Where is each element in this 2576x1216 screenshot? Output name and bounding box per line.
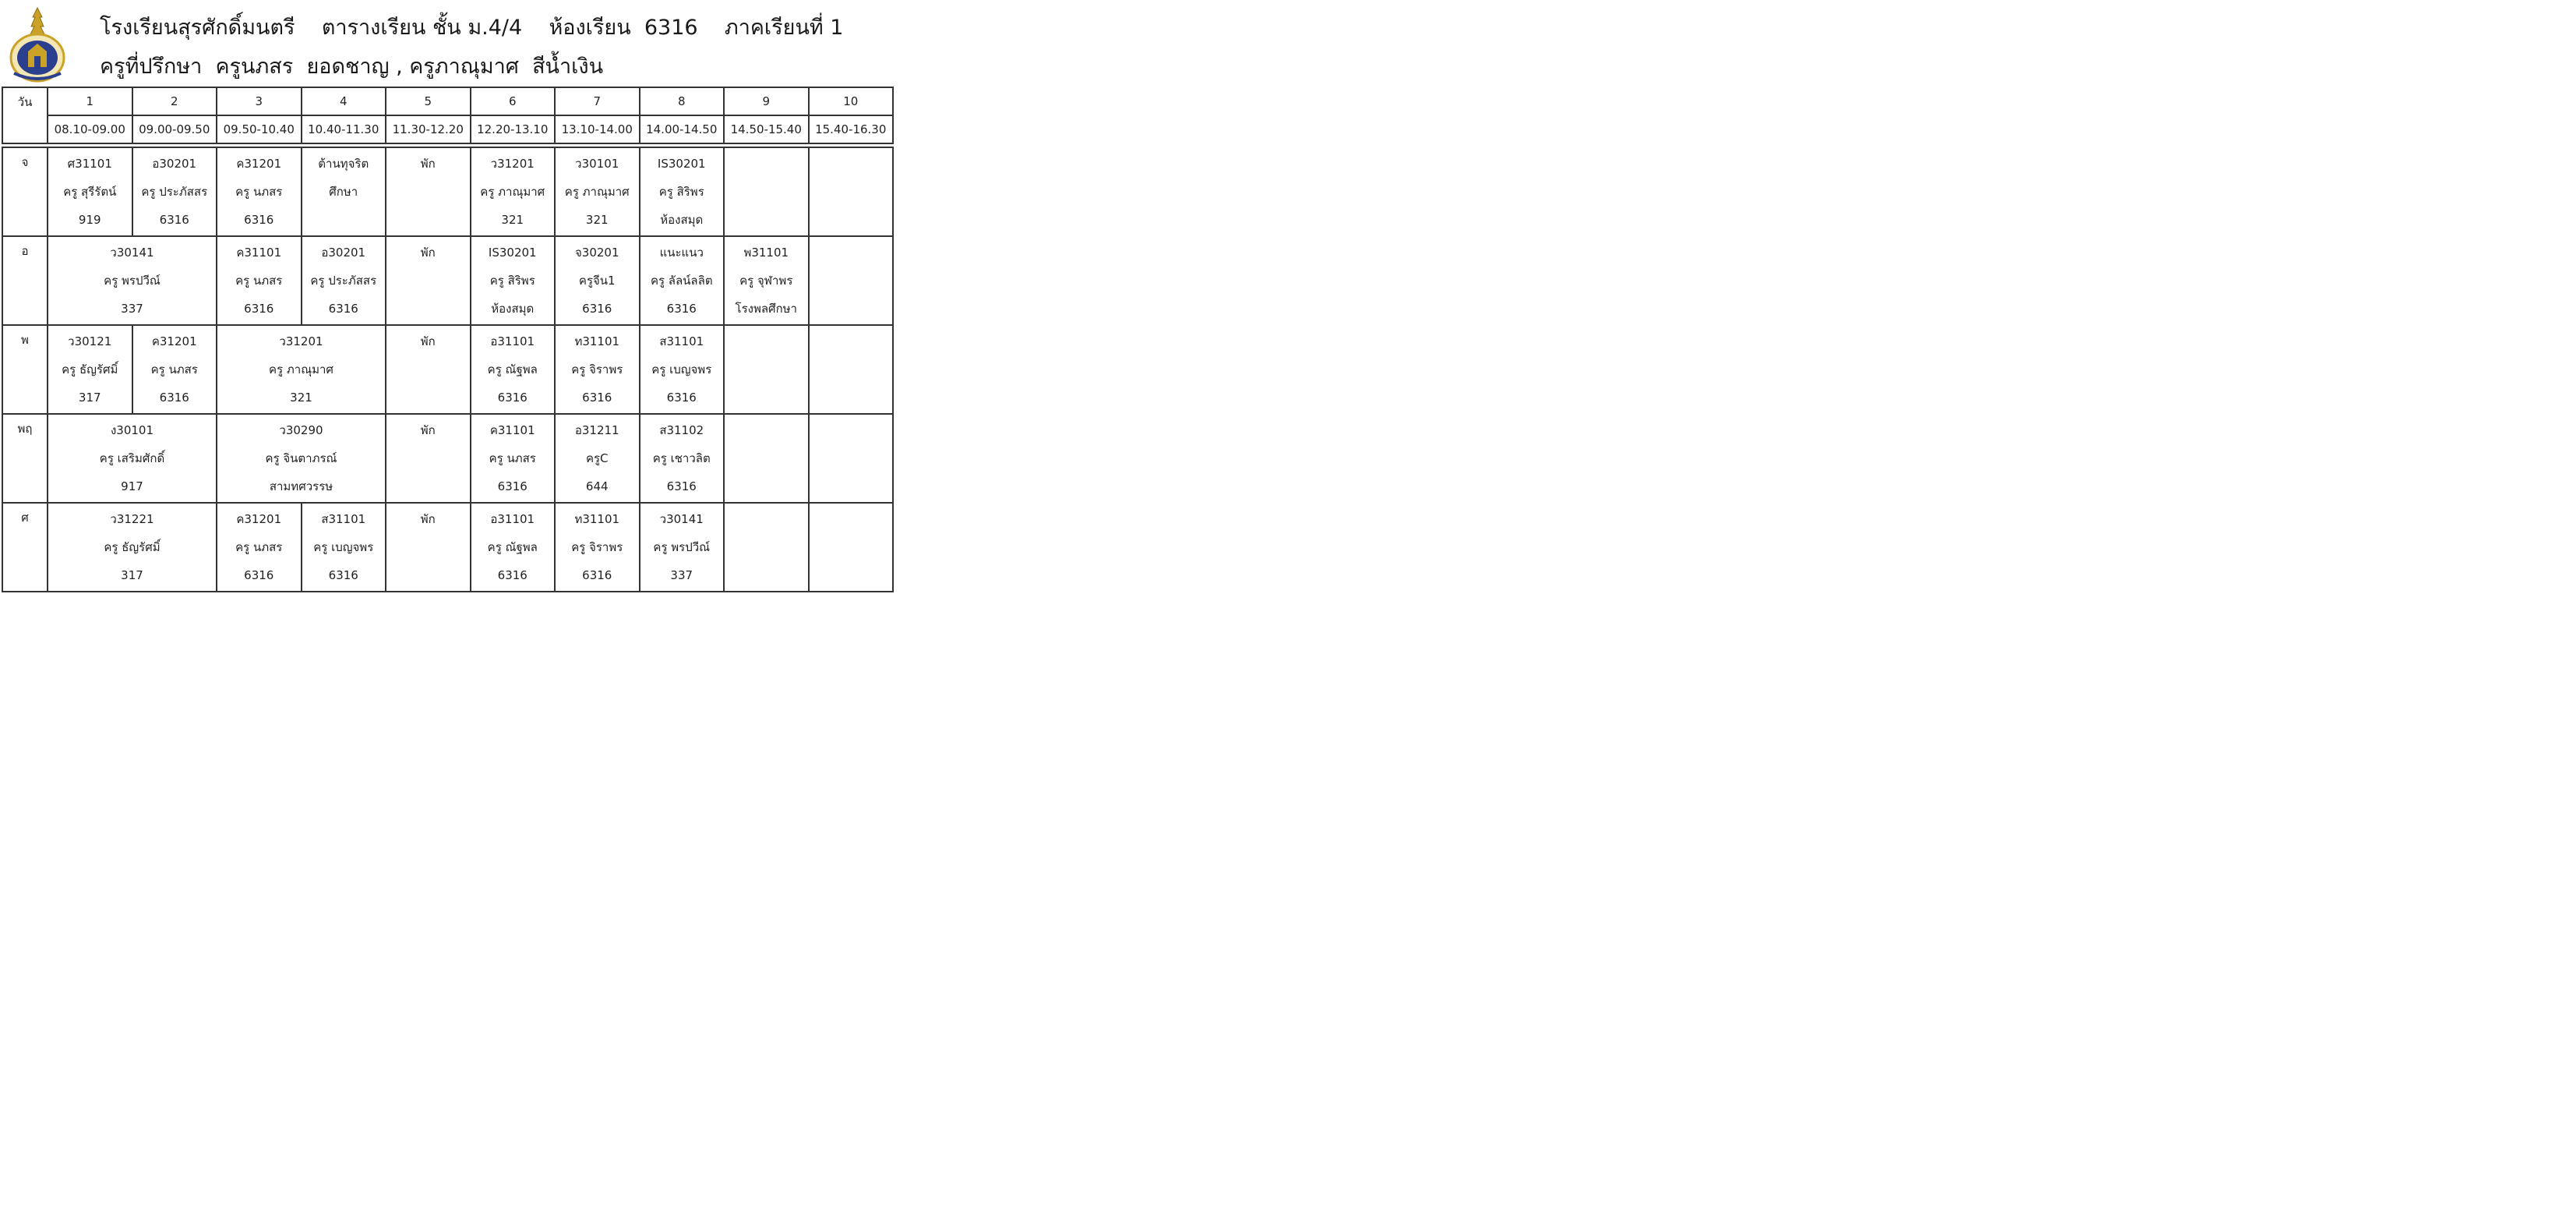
period-number: 2	[132, 87, 217, 115]
class-cell-line: อ31101	[490, 334, 535, 348]
class-cell-line: 6316	[497, 479, 528, 493]
class-cell-line: 317	[121, 568, 143, 582]
class-cell	[302, 236, 386, 325]
period-number: 9	[724, 87, 809, 115]
period-number: 3	[217, 87, 302, 115]
period-number: 6	[471, 87, 556, 115]
class-cell-line: ส31102	[659, 423, 704, 437]
empty-cell	[809, 147, 894, 236]
class-cell-line: ว30121	[68, 334, 112, 348]
advisor-line: ครูที่ปรึกษา ครูนภสร ยอดชาญ , ครูภาณุมาศ สีน้ำเงิน	[100, 55, 604, 79]
class-cell-line: ห้องสมุด	[491, 302, 535, 316]
class-cell-line: ครู นภสร	[489, 451, 536, 465]
period-number: 10	[809, 87, 894, 115]
class-cell-line: ท31101	[574, 334, 620, 348]
day-row	[2, 236, 893, 325]
class-cell-line: ครู นภสร	[150, 362, 198, 376]
class-cell-line: IS30201	[657, 157, 706, 171]
time-header-row	[2, 115, 893, 143]
day-label: พ	[2, 325, 48, 414]
class-cell	[640, 325, 725, 414]
class-cell-line: ครู เชาวลิต	[652, 451, 711, 465]
period-number: 4	[302, 87, 386, 115]
class-cell-line: พัก	[420, 334, 436, 348]
class-cell-line: IS30201	[488, 246, 537, 260]
day-row	[2, 325, 893, 414]
day-row	[2, 147, 893, 236]
empty-cell	[809, 236, 894, 325]
class-cell-line: ครู จินตาภรณ์	[265, 451, 337, 465]
class-cell-line: ว30290	[279, 423, 323, 437]
class-cell-line: ศ31101	[67, 157, 112, 171]
class-cell	[555, 503, 640, 592]
class-cell-line: 337	[670, 568, 693, 582]
class-cell-line: ว31201	[279, 334, 323, 348]
class-cell-line: ศึกษา	[329, 185, 358, 199]
class-cell-line: ครู ภาณุมาศ	[269, 362, 333, 376]
class-cell-line: 6316	[328, 302, 358, 316]
class-cell-line: ครู ธัญรัศมิ์	[104, 540, 161, 554]
class-cell-line: ครู จิราพร	[571, 540, 623, 554]
class-cell-line: 321	[585, 213, 609, 227]
empty-cell	[809, 503, 894, 592]
class-cell-line: 6316	[328, 568, 358, 582]
class-cell-line: ว30101	[575, 157, 619, 171]
class-cell	[471, 147, 556, 236]
class-cell-line: พัก	[420, 512, 436, 526]
class-cell	[48, 414, 217, 503]
class-cell-line: 6316	[244, 213, 274, 227]
class-cell-line: ครู ณัฐพล	[487, 540, 538, 554]
period-time: 13.10-14.00	[555, 115, 640, 143]
period-number: 8	[640, 87, 725, 115]
period-time: 09.50-10.40	[217, 115, 302, 143]
class-cell-line: ครู พรปวีณ์	[653, 540, 711, 554]
class-cell	[48, 503, 217, 592]
class-cell-line: ครู ประภัสสร	[141, 185, 208, 199]
class-cell-line: 6316	[497, 568, 528, 582]
class-cell-line: ครู พรปวีณ์	[104, 274, 161, 288]
class-cell-line: ครู ณัฐพล	[487, 362, 538, 376]
period-time: 11.30-12.20	[386, 115, 471, 143]
class-cell	[724, 236, 809, 325]
class-cell-line: ครู สิริพร	[658, 185, 704, 199]
class-cell	[386, 503, 471, 592]
class-cell	[217, 147, 302, 236]
class-cell	[555, 147, 640, 236]
class-cell-line: 6316	[159, 391, 189, 405]
class-cell	[48, 325, 132, 414]
period-number: 5	[386, 87, 471, 115]
empty-cell	[724, 414, 809, 503]
class-cell-line: ครู ลัลน์ลลิต	[650, 274, 713, 288]
class-cell-line: 917	[121, 479, 143, 493]
class-cell-line: ครู ประภัสสร	[310, 274, 377, 288]
class-cell-line: ครู จิราพร	[571, 362, 623, 376]
class-cell-line: ครู นภสร	[235, 540, 283, 554]
class-cell	[471, 414, 556, 503]
class-cell-line: ว30141	[659, 512, 704, 526]
class-cell	[302, 147, 386, 236]
class-cell-line: ครู ภาณุมาศ	[480, 185, 545, 199]
period-time: 10.40-11.30	[302, 115, 386, 143]
class-cell	[555, 236, 640, 325]
class-cell-line: ว31221	[110, 512, 154, 526]
class-cell	[302, 503, 386, 592]
class-cell-line: 6316	[244, 568, 274, 582]
class-cell	[217, 325, 386, 414]
class-cell-line: ว30141	[110, 246, 154, 260]
class-cell-line: โรงพลศึกษา	[735, 302, 797, 316]
class-cell	[471, 325, 556, 414]
class-cell-line: ห้องสมุด	[660, 213, 704, 227]
class-cell-line: อ31211	[574, 423, 619, 437]
class-cell-line: ค31201	[236, 157, 282, 171]
class-cell	[217, 236, 302, 325]
class-cell	[640, 503, 725, 592]
class-cell-line: 6316	[497, 391, 528, 405]
class-cell-line: 6316	[159, 213, 189, 227]
class-cell	[640, 147, 725, 236]
class-cell-line: 6316	[666, 302, 697, 316]
school-emblem-icon	[6, 6, 69, 84]
class-cell-line: 644	[585, 479, 609, 493]
day-row	[2, 503, 893, 592]
period-time: 14.00-14.50	[640, 115, 725, 143]
class-cell-line: ครู สิริพร	[489, 274, 535, 288]
class-cell	[48, 147, 132, 236]
period-number: 7	[555, 87, 640, 115]
class-cell-line: ค31101	[489, 423, 535, 437]
class-cell-line: 6316	[582, 302, 612, 316]
empty-cell	[809, 325, 894, 414]
class-cell-line: ค31201	[236, 512, 282, 526]
page-title: โรงเรียนสุรศักดิ์มนตรี ตารางเรียน ชั้น ม.4/4 ห้องเรียน 6316 ภาคเรียนที่ 1	[100, 16, 844, 40]
period-time: 14.50-15.40	[724, 115, 809, 143]
day-column-header: วัน	[2, 87, 48, 143]
class-cell-line: อ31101	[490, 512, 535, 526]
class-cell-line: 321	[290, 391, 312, 405]
class-cell-line: ครู นภสร	[235, 185, 283, 199]
class-cell	[132, 147, 217, 236]
class-cell-line: ครู เบญจพร	[313, 540, 374, 554]
class-cell	[471, 236, 556, 325]
class-cell	[640, 414, 725, 503]
class-cell-line: ต้านทุจริต	[318, 157, 369, 171]
day-label: พฤ	[2, 414, 48, 503]
class-cell-line: ครู เสริมศักดิ์	[99, 451, 165, 465]
class-cell-line: แนะแนว	[659, 246, 704, 260]
period-time: 08.10-09.00	[48, 115, 132, 143]
class-cell-line: 6316	[582, 568, 612, 582]
class-cell-line: อ30201	[152, 157, 197, 171]
day-label: อ	[2, 236, 48, 325]
period-time: 15.40-16.30	[809, 115, 894, 143]
empty-cell	[724, 147, 809, 236]
empty-cell	[724, 325, 809, 414]
class-cell-line: ครูC	[585, 451, 609, 465]
class-cell	[48, 236, 217, 325]
class-cell-line: ครู ภาณุมาศ	[564, 185, 630, 199]
class-cell-line: ท31101	[574, 512, 620, 526]
class-cell	[386, 325, 471, 414]
class-cell-line: พัก	[420, 157, 436, 171]
class-cell-line: 6316	[244, 302, 274, 316]
class-cell-line: ส31101	[659, 334, 704, 348]
class-cell	[640, 236, 725, 325]
class-cell-line: ครูจีน1	[578, 274, 616, 288]
class-cell-line: 6316	[666, 479, 697, 493]
empty-cell	[809, 414, 894, 503]
day-row	[2, 414, 893, 503]
class-cell-line: 317	[78, 391, 101, 405]
class-cell-line: 337	[121, 302, 143, 316]
period-time: 09.00-09.50	[132, 115, 217, 143]
class-cell-line: ครู นภสร	[235, 274, 283, 288]
class-cell	[386, 414, 471, 503]
class-cell-line: ส31101	[321, 512, 366, 526]
empty-cell	[724, 503, 809, 592]
period-time: 12.20-13.10	[471, 115, 556, 143]
class-cell-line: ครู จุฬาพร	[739, 274, 793, 288]
class-cell-line: ง30101	[110, 423, 154, 437]
class-cell-line: 6316	[582, 391, 612, 405]
class-cell-line: พัก	[420, 246, 436, 260]
class-cell-line: ครู สุรีรัตน์	[63, 185, 117, 199]
class-cell-line: 6316	[666, 391, 697, 405]
class-cell	[132, 325, 217, 414]
class-cell-line: ค31101	[236, 246, 282, 260]
class-cell-line: 321	[501, 213, 524, 227]
class-cell-line: จ30201	[574, 246, 619, 260]
period-number: 1	[48, 87, 132, 115]
class-cell-line: 919	[78, 213, 101, 227]
period-header-row	[2, 87, 893, 115]
class-cell-line: พ31101	[743, 246, 789, 260]
day-label: จ	[2, 147, 48, 236]
class-cell-line: ว31201	[490, 157, 535, 171]
class-cell	[555, 414, 640, 503]
class-cell	[217, 503, 302, 592]
class-cell	[386, 147, 471, 236]
class-cell-line: ครู ธัญรัศมิ์	[62, 362, 118, 376]
day-label: ศ	[2, 503, 48, 592]
class-cell-line: ค31201	[151, 334, 197, 348]
class-cell	[471, 503, 556, 592]
class-cell-line: พัก	[420, 423, 436, 437]
class-cell-line: สามทศวรรษ	[269, 479, 333, 493]
class-cell-line: อ30201	[321, 246, 366, 260]
class-cell	[217, 414, 386, 503]
timetable	[2, 87, 894, 592]
class-cell-line: ครู เบญจพร	[651, 362, 712, 376]
class-cell	[386, 236, 471, 325]
class-cell	[555, 325, 640, 414]
